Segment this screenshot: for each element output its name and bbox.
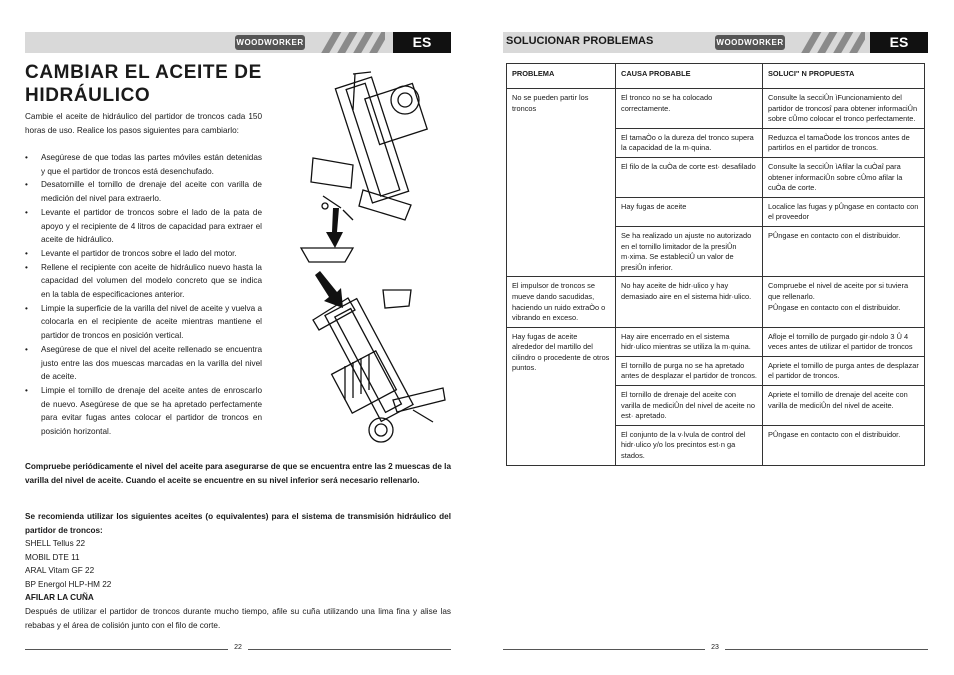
page-title: CAMBIAR EL ACEITE DE HIDRÁULICO <box>25 62 262 106</box>
steps-list <box>25 151 262 439</box>
column-header: CAUSA PROBABLE <box>616 64 763 89</box>
problem-cell: No se pueden partir los troncos <box>507 89 616 277</box>
section-title: SOLUCIONAR PROBLEMAS <box>506 35 654 47</box>
language-badge: ES <box>870 32 928 53</box>
oil-item: MOBIL DTE 11 <box>25 552 80 562</box>
list-item: • Desatornille el tornillo de drenaje del aceite con varilla de medición del nivel para extraerlo. <box>25 178 262 205</box>
list-item: • Limpie el tornillo de drenaje del aceite antes de enroscarlo de nuevo. Asegúrese de que se ha apretado perfectamente para evitar fugas antes colocar el partidor de troncos en posición horizontal. <box>25 384 262 439</box>
brand-logo: WOODWORKER <box>235 35 305 50</box>
header-bar <box>25 32 451 53</box>
oil-item: SHELL Tellus 22 <box>25 539 86 548</box>
arrow-down-icon <box>326 208 343 248</box>
troubleshooting-table <box>506 63 925 466</box>
cause-cell: Hay aire encerrado en el sistema hidr·ulico mientras se utiliza la m·quina. <box>616 327 763 356</box>
arrow-diagonal-icon <box>315 271 343 308</box>
oil-pan-drawing <box>301 248 353 262</box>
language-badge: ES <box>393 32 451 53</box>
header-stripes <box>315 32 385 53</box>
cause-cell: El filo de la cuÒa de corte est· desafilado <box>616 157 763 197</box>
solution-cell: Afloje el tornillo de purgado gir·ndolo 3 Û 4 veces antes de utilizar el partidor de troncos <box>763 327 925 356</box>
header-stripes <box>795 32 865 53</box>
oil-change-illustration <box>293 70 461 450</box>
splitter-lower-drawing <box>313 290 445 442</box>
oil-item: BP Energol HLP-HM 22 <box>25 580 112 590</box>
cause-cell: No hay aceite de hidr·ulico y hay demasiado aire en el sistema hidr·ulico. <box>616 277 763 327</box>
solution-cell: PÛngase en contacto con el distribuidor. <box>763 425 925 465</box>
list-item: • Asegúrese de que todas las partes móviles están detenidas y que el partidor de troncos está desenchufado. <box>25 151 262 178</box>
sharpen-heading: AFILAR LA CUÑA <box>25 593 94 602</box>
solution-cell: Compruebe el nivel de aceite por si tuviera que rellenarlo. PÛngase en contacto con el distribuidor. <box>763 277 925 327</box>
oil-check-note: Compruebe periódicamente el nivel del aceite para asegurarse de que se encuentra entre las 2 muescas de la varilla del nivel de aceite. Cuando el aceite se encuentre en su nivel inferior será necesario rellenarlo. <box>25 462 451 485</box>
oil-recommendation: Se recomienda utilizar los siguientes aceites (o equivalentes) para el sistema de transmisión hidráulico del partidor de troncos: <box>25 512 451 535</box>
column-header: SOLUCI" N PROPUESTA <box>763 64 925 89</box>
solution-cell: Apriete el tornillo de drenaje del aceite con varilla de mediciÛn del nivel de aceite. <box>763 386 925 426</box>
solution-cell: Consulte la secciÛn ìAfilar la cuÒaî para obtener informaciÛn sobre cÛmo afilar la cuÒa de corte. <box>763 157 925 197</box>
table-row <box>507 277 925 327</box>
brand-logo: WOODWORKER <box>715 35 785 50</box>
cause-cell: El tornillo de purga no se ha apretado antes de desplazar el partidor de troncos. <box>616 356 763 385</box>
intro-paragraph: Cambie el aceite de hidráulico del partidor de troncos cada 150 horas de uso. Realice los pasos siguientes para cambiarlo: <box>25 112 262 135</box>
list-item: • Rellene el recipiente con aceite de hidráulico nuevo hasta la capacidad del volumen del modelo concreto que se indica en la tabla de especificaciones anterior. <box>25 261 262 302</box>
splitter-upper-drawing <box>311 72 427 220</box>
list-item: • Asegúrese de que el nivel del aceite rellenado se encuentra justo entre las dos muescas marcadas en la varilla del nivel de aceite. <box>25 343 262 384</box>
page-number: 23 <box>705 644 725 651</box>
solution-cell: Localice las fugas y pÛngase en contacto con el proveedor <box>763 197 925 226</box>
page-number: 22 <box>228 644 248 651</box>
cause-cell: El tamaÒo o la dureza del tronco supera la capacidad de la m·quina. <box>616 128 763 157</box>
sharpen-paragraph: Después de utilizar el partidor de troncos durante mucho tiempo, afile su cuña utilizando una lima fina y alise las rebabas y el área de colisión junto con el filo de corte. <box>25 607 451 630</box>
table-header-row <box>507 64 925 89</box>
cause-cell: El conjunto de la v·lvula de control del hidr·ulico y/o los precintos est·n ga stados. <box>616 425 763 465</box>
cause-cell: El tronco no se ha colocado correctamente. <box>616 89 763 129</box>
cause-cell: El tornillo de drenaje del aceite con varilla de mediciÛn del nivel de aceite no est· apretado. <box>616 386 763 426</box>
list-item: • Levante el partidor de troncos sobre el lado del motor. <box>25 247 262 261</box>
cause-cell: Hay fugas de aceite <box>616 197 763 226</box>
oil-item: ARAL Vitam GF 22 <box>25 566 95 576</box>
solution-cell: Apriete el tornillo de purga antes de desplazar el partidor de troncos. <box>763 356 925 385</box>
table-row <box>507 327 925 356</box>
header-bar <box>503 32 928 53</box>
solution-cell: PÛngase en contacto con el distribuidor. <box>763 226 925 276</box>
solution-cell: Reduzca el tamaÒode los troncos antes de partirlos en el partidor de troncos. <box>763 128 925 157</box>
oil-list <box>25 537 111 592</box>
cause-cell: Se ha realizado un ajuste no autorizado en el tornillo limitador de la presiÛn m·xima. Se estableciÛ un valor de presiÛn inferior. <box>616 226 763 276</box>
list-item: • Levante el partidor de troncos sobre el lado de la pata de apoyo y el recipiente de 4 litros de capacidad para extraer el aceite de hidráulico. <box>25 206 262 247</box>
column-header: PROBLEMA <box>507 64 616 89</box>
problem-cell: Hay fugas de aceite alrededor del martillo del cilindro o procedente de otros puntos. <box>507 327 616 465</box>
table-row <box>507 89 925 129</box>
solution-cell: Consulte la secciÛn ìFuncionamiento del partidor de troncosî para obtener informaciÛn sobre cÛmo colocar el tronco perfectamente. <box>763 89 925 129</box>
list-item: • Limpie la superficie de la varilla del nivel de aceite y vuelva a colocarla en el recipiente de aceite mientras mantiene el partidor de troncos en posición vertical. <box>25 302 262 343</box>
problem-cell: El impulsor de troncos se mueve dando sacudidas, haciendo un ruido extraÒo o vibrando en exceso. <box>507 277 616 327</box>
